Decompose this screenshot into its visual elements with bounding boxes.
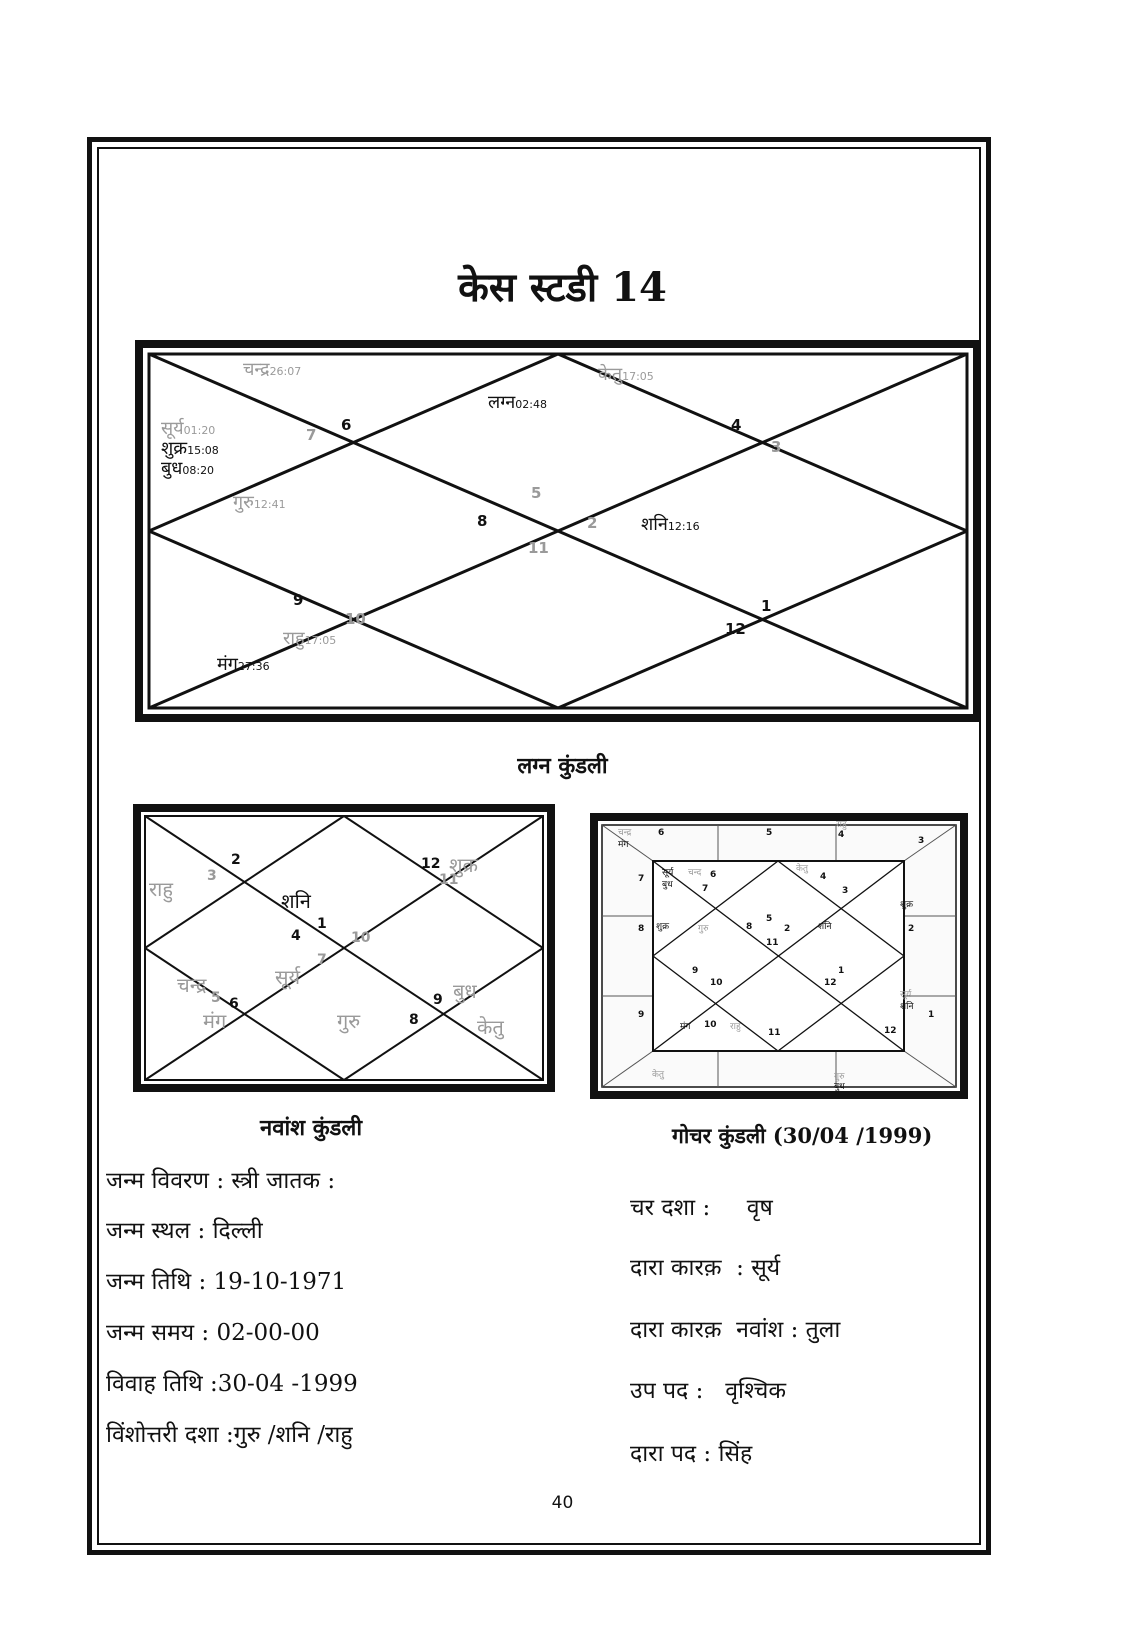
gochar-inner-number: 9 <box>692 966 699 976</box>
gochar-outer-planet: सूर्य <box>900 990 912 1000</box>
lagna-planet <box>161 458 214 479</box>
gochar-outer-planet: गुरु <box>834 1072 845 1082</box>
navamsha-planet: राहु <box>149 877 173 901</box>
birth-time: जन्म समय : 02-00-00 <box>106 1320 320 1346</box>
gochar-inner-planet: बुध <box>662 880 673 890</box>
navamsha-house-number: 4 <box>291 928 301 944</box>
lagna-planet <box>161 438 219 459</box>
lagna-house-number: 8 <box>477 512 488 530</box>
lagna-planet-degree: 12:41 <box>253 498 286 511</box>
lagna-planet-degree: 12:16 <box>667 520 700 533</box>
navamsha-planet: गुरु <box>337 1009 361 1033</box>
navamsha-house-number: 1 <box>317 916 327 932</box>
dara-karak-navamsha: दारा कारक़ नवांश : तुला <box>630 1317 841 1343</box>
gochar-outer-number: 3 <box>918 836 925 846</box>
navamsha-house-number: 6 <box>229 996 239 1012</box>
gochar-chart-svg <box>598 821 960 1091</box>
lagna-planet-degree: 02:48 <box>515 398 547 411</box>
navamsha-planet: शुक्र <box>449 853 478 877</box>
gochar-outer-number: 8 <box>638 924 645 934</box>
gochar-outer-number: 6 <box>658 828 665 838</box>
gochar-caption: गोचर कुंडली (30/04 /1999) <box>672 1123 933 1148</box>
gochar-inner-number: 12 <box>824 978 837 988</box>
navamsha-planet: चन्द्र <box>177 973 207 997</box>
lagna-planet-name: केतु <box>598 364 623 385</box>
gochar-inner-number: 2 <box>784 924 791 934</box>
lagna-planet <box>217 654 270 675</box>
gochar-outer-planet: बुध <box>834 1082 845 1091</box>
gochar-inner-number: 1 <box>838 966 845 976</box>
gochar-outer-planet: राहु <box>836 821 847 830</box>
lagna-caption: लग्न कुंडली <box>517 753 608 779</box>
lagna-planet-name: शुक्र <box>161 438 188 459</box>
lagna-planet-degree: 17:05 <box>622 370 654 383</box>
navamsha-planet: मंग <box>203 1009 227 1033</box>
lagna-house-number: 1 <box>761 597 772 615</box>
lagna-planet <box>161 417 215 439</box>
gochar-outer-planet: शुक्र <box>900 900 914 910</box>
lagna-planet <box>598 363 654 385</box>
gochar-outer-number: 10 <box>704 1020 717 1030</box>
navamsha-house-number: 12 <box>421 856 441 872</box>
navamsha-chart <box>133 804 555 1092</box>
birth-date: जन्म तिथि : 19-10-1971 <box>106 1269 347 1295</box>
lagna-house-number: 11 <box>528 539 549 557</box>
lagna-planet-name: लग्न <box>488 392 516 413</box>
lagna-planet-name: चन्द्र <box>243 359 270 380</box>
lagna-house-number: 2 <box>587 514 598 532</box>
navamsha-planet: केतु <box>477 1015 504 1039</box>
lagna-chart-svg <box>143 348 973 714</box>
lagna-house-number: 6 <box>341 416 352 434</box>
gochar-outer-number: 4 <box>838 830 845 840</box>
birth-details-heading: जन्म विवरण : स्त्री जातक : <box>106 1168 336 1194</box>
gochar-outer-number: 7 <box>638 874 645 884</box>
lagna-planet-name: राहु <box>283 628 305 649</box>
char-dasha: चर दशा : वृष <box>630 1195 773 1221</box>
up-pada: उप पद : वृश्चिक <box>630 1378 787 1404</box>
lagna-house-number: 7 <box>306 426 317 444</box>
gochar-inner-planet: शनि <box>818 922 832 932</box>
gochar-outer-planet: केतु <box>652 1070 665 1080</box>
lagna-planet-name: मंग <box>217 654 238 675</box>
lagna-planet-degree: 15:08 <box>187 444 219 457</box>
dara-pada: दारा पद : सिंह <box>630 1441 753 1467</box>
gochar-inner-planet: मंग <box>680 1022 691 1032</box>
navamsha-house-number: 2 <box>231 852 241 868</box>
lagna-planet-degree: 08:20 <box>182 464 215 477</box>
lagna-planet-name: शनि <box>641 514 668 535</box>
lagna-planet <box>233 492 286 513</box>
lagna-planet-degree: 17:05 <box>304 634 337 647</box>
navamsha-planet: शनि <box>281 889 311 913</box>
navamsha-house-number: 5 <box>211 990 221 1006</box>
gochar-outer-planet: शनि <box>900 1002 914 1012</box>
navamsha-house-number: 10 <box>351 930 371 946</box>
gochar-outer-planet: चन्द्र <box>618 828 632 838</box>
page-title: केस स्टडी 14 <box>458 264 667 311</box>
lagna-house-number: 4 <box>731 416 742 434</box>
navamsha-chart-svg <box>141 812 547 1084</box>
gochar-inner-planet: शुक्र <box>656 922 670 932</box>
gochar-outer-planet: मंग <box>618 840 629 850</box>
gochar-inner-number: 4 <box>820 872 827 882</box>
lagna-planet-degree: 27:36 <box>237 660 270 673</box>
navamsha-house-number: 3 <box>207 868 217 884</box>
gochar-outer-number: 5 <box>766 828 773 838</box>
lagna-planet-degree: 26:07 <box>269 365 302 378</box>
gochar-inner-planet: गुरु <box>698 924 709 934</box>
birth-place: जन्म स्थल : दिल्ली <box>106 1218 263 1244</box>
gochar-inner-planet: सूर्य <box>662 868 674 878</box>
gochar-inner-planet: चन्द <box>688 868 702 878</box>
gochar-inner-number: 5 <box>766 914 773 924</box>
lagna-planet-name: गुरु <box>233 492 254 513</box>
gochar-inner-number: 6 <box>710 870 717 880</box>
gochar-outer-number: 11 <box>768 1028 781 1038</box>
navamsha-house-number: 9 <box>433 992 443 1008</box>
navamsha-house-number: 8 <box>409 1012 419 1028</box>
gochar-chart <box>590 813 968 1099</box>
navamsha-house-number: 7 <box>317 952 327 968</box>
lagna-planet <box>243 359 301 380</box>
gochar-inner-planet: राहु <box>730 1022 741 1032</box>
page-number: 40 <box>551 1493 574 1513</box>
lagna-planet-name: बुध <box>161 458 183 479</box>
lagna-house-number: 3 <box>771 438 782 456</box>
lagna-planet <box>488 392 547 413</box>
gochar-inner-number: 11 <box>766 938 779 948</box>
marriage-date: विवाह तिथि :30-04 -1999 <box>106 1371 358 1397</box>
vimshottari-dasha: विंशोत्तरी दशा :गुरु /शनि /राहु <box>106 1422 353 1448</box>
lagna-planet-name: सूर्य <box>161 418 184 439</box>
lagna-planet <box>641 513 700 535</box>
gochar-outer-number: 2 <box>908 924 915 934</box>
gochar-inner-number: 10 <box>710 978 723 988</box>
gochar-outer-number: 1 <box>928 1010 935 1020</box>
navamsha-planet: बुध <box>453 979 477 1003</box>
gochar-outer-number: 9 <box>638 1010 645 1020</box>
lagna-house-number: 10 <box>345 610 366 628</box>
lagna-house-number: 5 <box>531 484 542 502</box>
lagna-house-number: 12 <box>725 620 746 638</box>
navamsha-caption: नवांश कुंडली <box>260 1115 363 1141</box>
dara-karak: दारा कारक़ : सूर्य <box>630 1255 781 1281</box>
gochar-outer-number: 12 <box>884 1026 897 1036</box>
lagna-planet-degree: 01:20 <box>183 424 216 437</box>
lagna-chart <box>135 340 981 722</box>
gochar-inner-number: 7 <box>702 884 709 894</box>
navamsha-house-number: 11 <box>439 872 459 888</box>
gochar-inner-planet: केतु <box>796 864 809 874</box>
lagna-house-number: 9 <box>293 591 304 609</box>
navamsha-planet: सूर्य <box>275 965 301 989</box>
gochar-inner-number: 3 <box>842 886 849 896</box>
gochar-inner-number: 8 <box>746 922 753 932</box>
